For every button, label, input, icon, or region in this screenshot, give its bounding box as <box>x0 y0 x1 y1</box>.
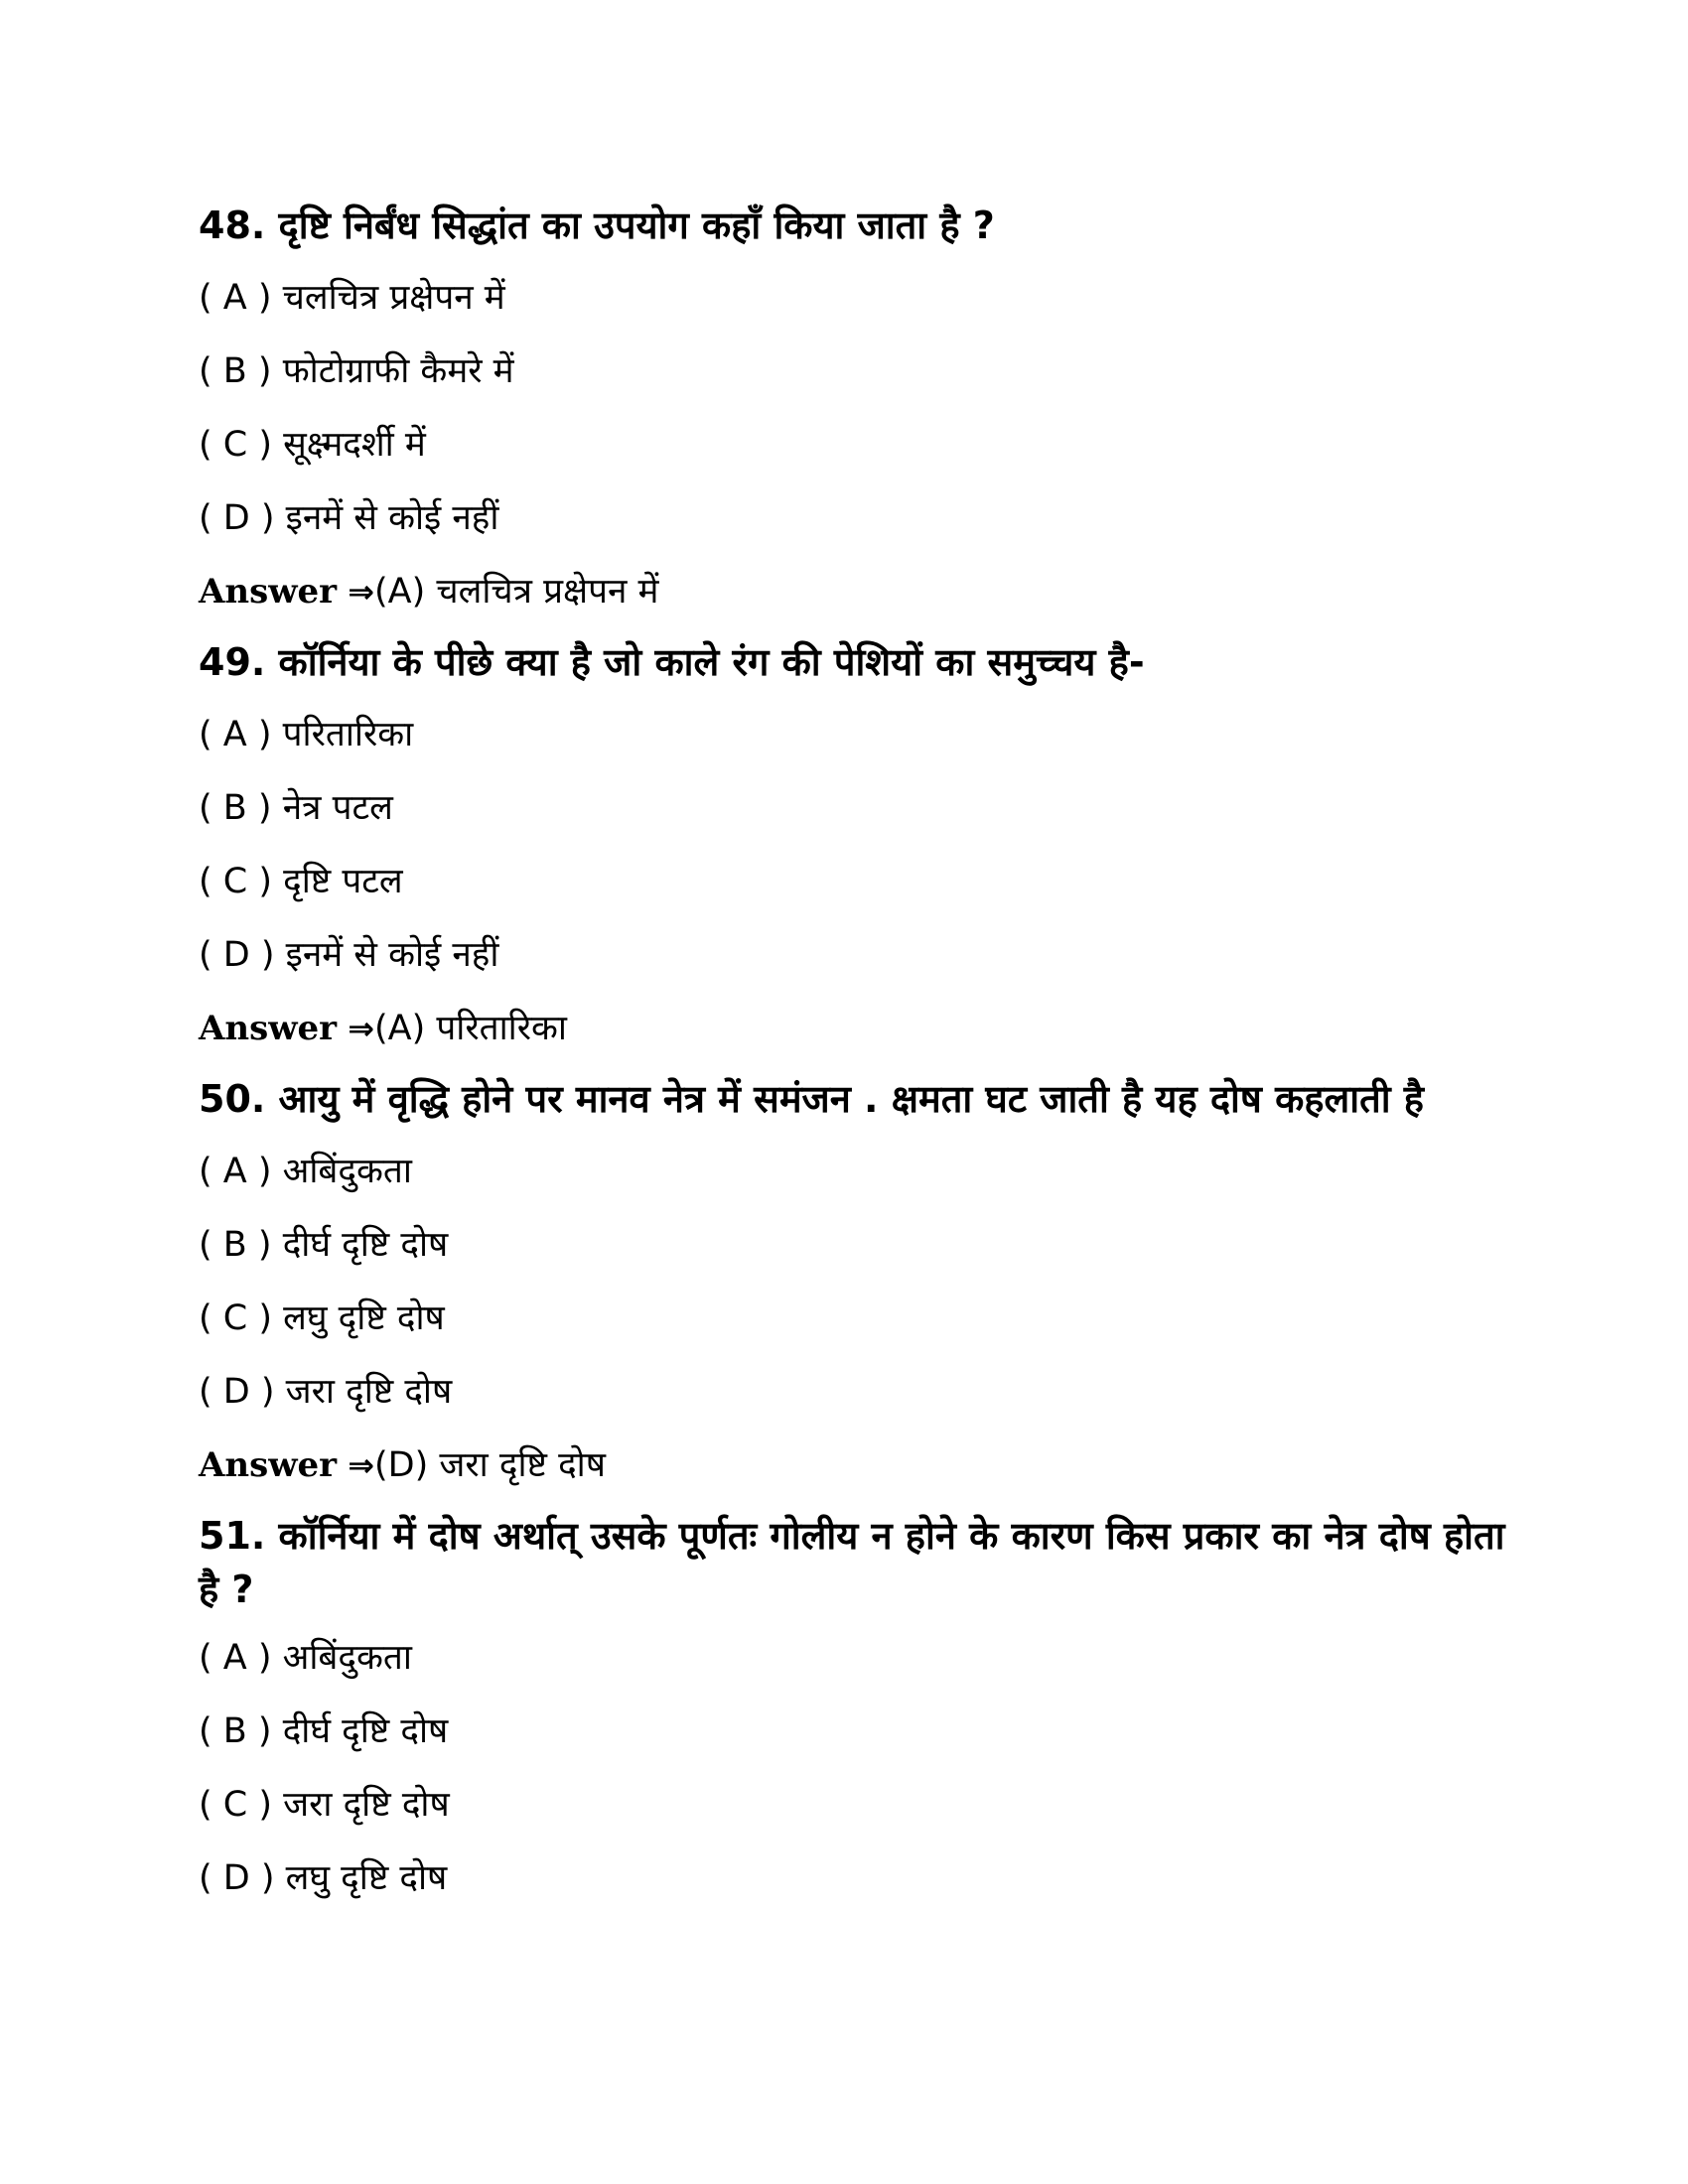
question-text: 49. कॉर्निया के पीछे क्या है जो काले रंग की पेशियों का समुच्चय है- <box>199 640 1145 684</box>
option-d: ( D ) जरा दृष्टि दोष <box>199 1372 453 1412</box>
answer-line <box>199 564 1509 637</box>
option-d: ( D ) इनमें से कोई नहीं <box>199 935 499 975</box>
question-block-49 <box>199 635 1509 1072</box>
answer-arrow-icon: ⇒ <box>348 573 375 611</box>
answer-label: Answer <box>199 1445 338 1485</box>
option-b: ( B ) दीर्घ दृष्टि दोष <box>199 1711 449 1751</box>
answer-label: Answer <box>199 572 338 612</box>
answer-text: (A) चलचित्र प्रक्षेपन में <box>374 572 659 612</box>
option-d: ( D ) इनमें से कोई नहीं <box>199 498 499 538</box>
document-page <box>199 199 1509 1924</box>
answer-label: Answer <box>199 1009 338 1048</box>
question-text: 48. दृष्टि निर्बंध सिद्धांत का उपयोग कहाँ किया जाता है ? <box>199 204 995 247</box>
question-block-50 <box>199 1072 1509 1509</box>
answer-text: (A) परितारिका <box>374 1009 567 1048</box>
option-d: ( D ) लघु दृष्टि दोष <box>199 1858 448 1898</box>
option-b: ( B ) नेत्र पटल <box>199 788 393 828</box>
question-block-51 <box>199 1509 1509 1924</box>
question-text: 50. आयु में वृद्धि होने पर मानव नेत्र में समंजन . क्षमता घट जाती है यह दोष कहलाती है <box>199 1077 1424 1121</box>
answer-line <box>199 1437 1509 1511</box>
option-c: ( C ) लघु दृष्टि दोष <box>199 1298 445 1338</box>
answer-line <box>199 1001 1509 1074</box>
option-a: ( A ) अबिंदुकता <box>199 1638 412 1678</box>
question-text: 51. कॉर्निया में दोष अर्थात् उसके पूर्णतः गोलीय न होने के कारण किस प्रकार का नेत्र दोष होता है ? <box>199 1514 1505 1611</box>
option-a: ( A ) परितारिका <box>199 715 414 754</box>
option-a: ( A ) चलचित्र प्रक्षेपन में <box>199 278 505 318</box>
answer-text: (D) जरा दृष्टि दोष <box>374 1445 606 1485</box>
option-c: ( C ) दृष्टि पटल <box>199 862 403 901</box>
option-b: ( B ) फोटोग्राफी कैमरे में <box>199 351 514 391</box>
option-c: ( C ) सूक्ष्मदर्शी में <box>199 425 426 465</box>
answer-arrow-icon: ⇒ <box>348 1446 375 1484</box>
answer-arrow-icon: ⇒ <box>348 1010 375 1047</box>
option-a: ( A ) अबिंदुकता <box>199 1152 412 1191</box>
option-c: ( C ) जरा दृष्टि दोष <box>199 1785 450 1825</box>
option-b: ( B ) दीर्घ दृष्टि दोष <box>199 1225 449 1265</box>
question-block-48 <box>199 199 1509 635</box>
